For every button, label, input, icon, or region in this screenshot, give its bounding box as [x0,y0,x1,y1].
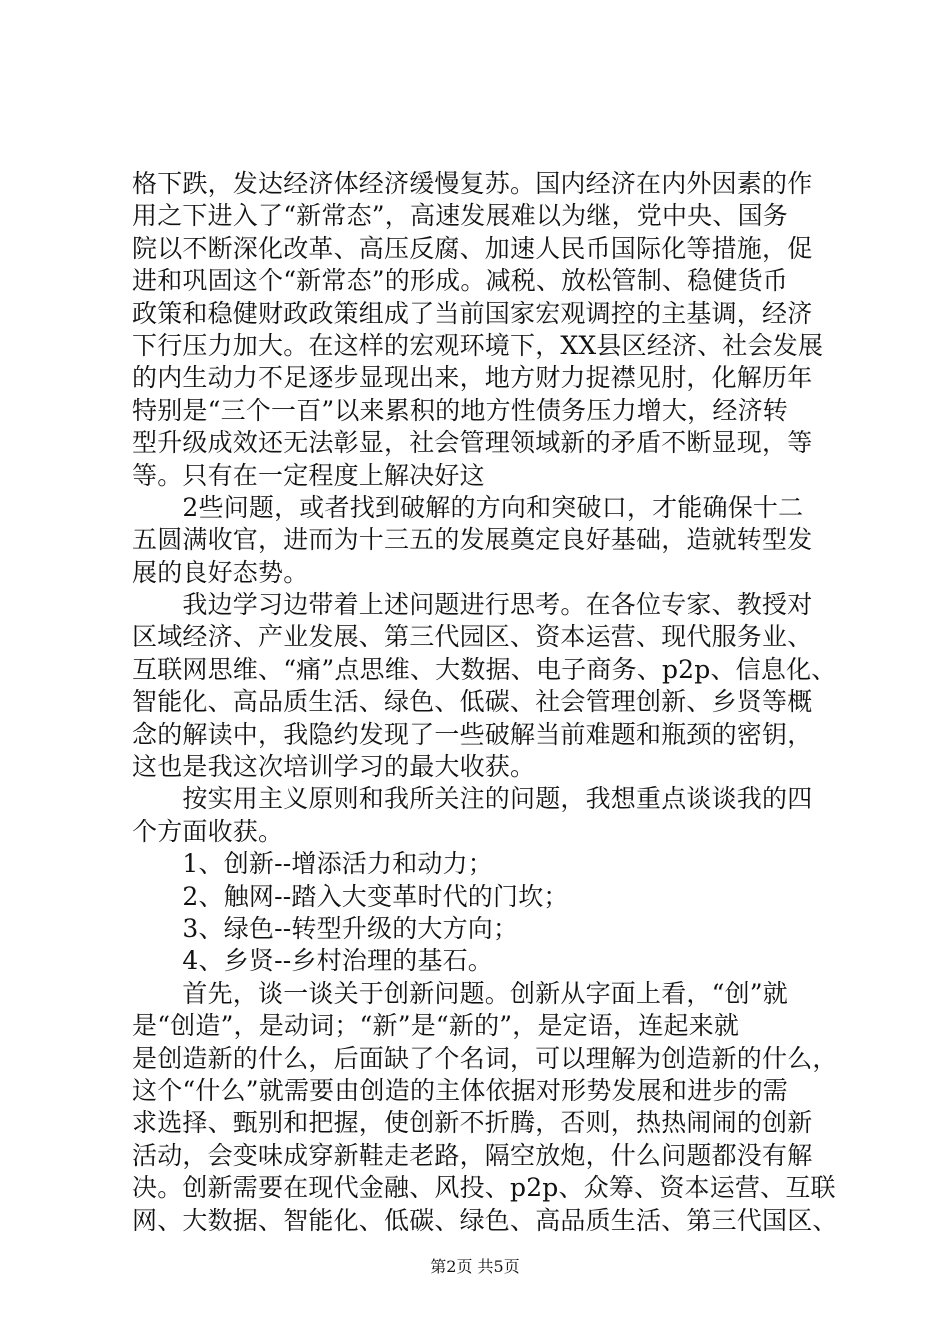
text-line: 区域经济、产业发展、第三代园区、资本运营、现代服务业、 [132,622,813,652]
text-line: 用之下进入了“新常态”，高速发展难以为继，党中央、国务 [132,201,788,231]
list-item: 1、创新--增添活力和动力； [132,849,494,879]
text-line: 进和巩固这个“新常态”的形成。减税、放松管制、稳健货币 [132,266,788,296]
text-line: 首先，谈一谈关于创新问题。创新从字面上看，“创”就 [132,978,788,1008]
text-line: 的内生动力不足逐步显现出来，地方财力捉襟见肘，化解历年 [132,363,813,393]
text-line: 五圆满收官，进而为十三五的发展奠定良好基础，造就转型发 [132,525,813,555]
list-item: 4、乡贤--乡村治理的基石。 [132,946,494,976]
text-line: 网、大数据、智能化、低碳、绿色、高品质生活、第三代国区、 [132,1205,838,1235]
text-line: 下行压力加大。在这样的宏观环境下，XX县区经济、社会发展 [132,330,824,360]
text-line: 格下跌，发达经济体经济缓慢复苏。国内经济在内外因素的作 [132,169,813,198]
text-line: 是创造新的什么，后面缺了个名词，可以理解为创造新的什么， [132,1043,838,1073]
text-line: 我边学习边带着上述问题进行思考。在各位专家、教授对 [132,590,813,620]
text-line: 是“创造”，是动词；“新”是“新的”，是定语，连起来就 [132,1011,740,1041]
text-line: 按实用主义原则和我所关注的问题，我想重点谈谈我的四 [132,784,813,814]
text-line: 智能化、高品质生活、绿色、低碳、社会管理创新、乡贤等概 [132,687,813,717]
text-line: 个方面收获。 [132,816,284,846]
text-line: 念的解读中，我隐约发现了一些破解当前难题和瓶颈的密钥， [132,719,813,749]
text-line: 特别是“三个一百”以来累积的地方性债务压力增大，经济转 [132,395,788,425]
text-line: 政策和稳健财政政策组成了当前国家宏观调控的主基调，经济 [132,298,813,328]
text-line: 型升级成效还无法彰显，社会管理领域新的矛盾不断显现，等 [132,428,813,458]
text-line: 院以不断深化改革、高压反腐、加速人民币国际化等措施，促 [132,233,813,263]
text-line: 这也是我这次培训学习的最大收获。 [132,752,536,782]
list-item: 3、绿色--转型升级的大方向； [132,913,519,943]
text-line: 互联网思维、“痛”点思维、大数据、电子商务、p2p、信息化、 [132,654,837,684]
text-line: 活动，会变味成穿新鞋走老路，隔空放炮，什么问题都没有解 [132,1140,813,1170]
text-line: 求选择、甄别和把握，使创新不折腾，否则，热热闹闹的创新 [132,1108,813,1138]
list-item: 2、触网--踏入大变革时代的门坎； [132,881,569,911]
text-line: 决。创新需要在现代金融、风投、p2p、众筹、资本运营、互联 [132,1173,836,1203]
text-line: 这个“什么”就需要由创造的主体依据对形势发展和进步的需 [132,1075,788,1105]
text-line: 等。只有在一定程度上解决好这 [132,460,485,490]
document-body [132,168,848,1237]
text-line: 2些问题，或者找到破解的方向和突破口，才能确保十二 [132,492,804,522]
text-line: 展的良好态势。 [132,557,309,587]
page-footer: 第2页 共5页 [430,1257,520,1276]
